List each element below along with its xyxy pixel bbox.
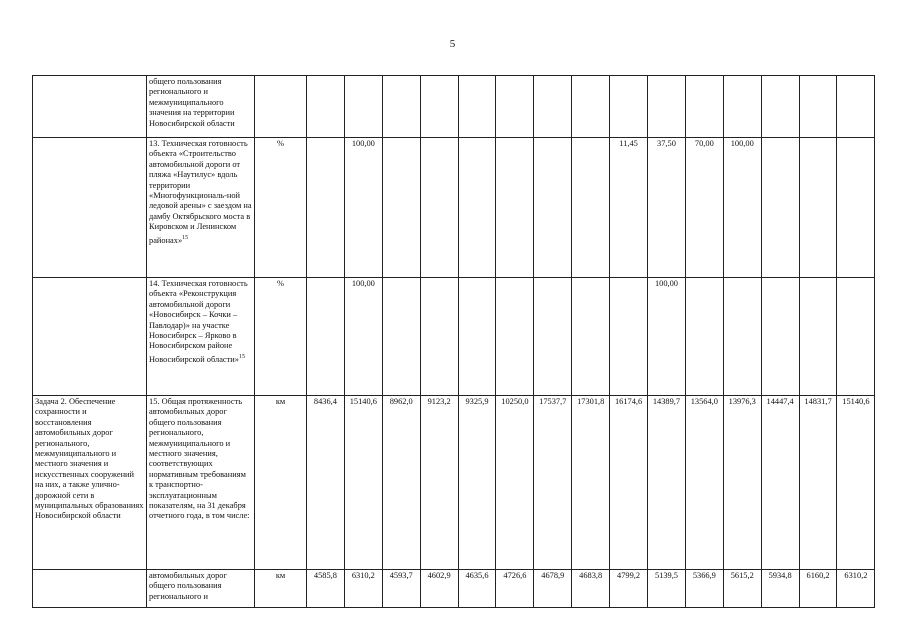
page-number: 5 <box>449 38 456 50</box>
value-cell: 4602,9 <box>420 570 458 608</box>
task-cell <box>33 138 147 278</box>
value-cell <box>458 138 496 278</box>
value-cell <box>610 76 648 138</box>
value-cell <box>458 76 496 138</box>
value-cell <box>572 76 610 138</box>
value-cell <box>761 278 799 396</box>
value-cell: 6310,2 <box>837 570 875 608</box>
indicators-table <box>32 75 875 608</box>
value-cell: 17537,7 <box>534 396 572 570</box>
value-cell <box>307 138 345 278</box>
value-cell: 15140,6 <box>837 396 875 570</box>
value-cell <box>420 278 458 396</box>
indicator-cell <box>147 570 255 608</box>
value-cell <box>382 138 420 278</box>
table-row <box>33 278 875 396</box>
value-cell <box>761 138 799 278</box>
value-cell: 4585,8 <box>307 570 345 608</box>
value-cell: 100,00 <box>648 278 686 396</box>
table-row <box>33 76 875 138</box>
value-cell: 100,00 <box>344 138 382 278</box>
value-cell: 14447,4 <box>761 396 799 570</box>
value-cell: 17301,8 <box>572 396 610 570</box>
value-cell <box>496 76 534 138</box>
value-cell <box>307 278 345 396</box>
indicator-text: общего пользования регионального и межмуниципального значения на территории Новосибирской области <box>149 77 235 128</box>
value-cell: 100,00 <box>723 138 761 278</box>
value-cell: 10250,0 <box>496 396 534 570</box>
task-cell: Задача 2. Обеспечение сохранности и восстановления автомобильных дорог регионального, межмуниципального и местного значения и искусственных сооружений на них, а также улично-дорожной сети в муниципальных образованиях Новосибирской области <box>33 396 147 570</box>
value-cell <box>648 76 686 138</box>
value-cell: 70,00 <box>685 138 723 278</box>
value-cell: 6310,2 <box>344 570 382 608</box>
value-cell: 4593,7 <box>382 570 420 608</box>
value-cell <box>382 76 420 138</box>
unit-cell: км <box>255 570 307 608</box>
value-cell <box>837 76 875 138</box>
value-cell <box>496 138 534 278</box>
task-cell <box>33 76 147 138</box>
value-cell: 4726,6 <box>496 570 534 608</box>
value-cell: 14389,7 <box>648 396 686 570</box>
indicator-cell <box>147 396 255 570</box>
value-cell: 14831,7 <box>799 396 837 570</box>
value-cell: 37,50 <box>648 138 686 278</box>
indicator-cell <box>147 278 255 396</box>
value-cell: 13564,0 <box>685 396 723 570</box>
value-cell: 15140,6 <box>344 396 382 570</box>
value-cell: 16174,6 <box>610 396 648 570</box>
value-cell: 8962,0 <box>382 396 420 570</box>
value-cell <box>534 138 572 278</box>
value-cell: 11,45 <box>610 138 648 278</box>
table-row <box>33 396 875 570</box>
value-cell <box>837 278 875 396</box>
task-cell <box>33 278 147 396</box>
indicator-cell <box>147 76 255 138</box>
value-cell <box>723 76 761 138</box>
value-cell: 4678,9 <box>534 570 572 608</box>
value-cell <box>685 76 723 138</box>
value-cell <box>837 138 875 278</box>
value-cell: 100,00 <box>344 278 382 396</box>
value-cell: 6160,2 <box>799 570 837 608</box>
value-cell: 5366,9 <box>685 570 723 608</box>
value-cell <box>799 278 837 396</box>
indicator-text: 14. Техническая готовность объекта «Реконструкция автомобильной дороги «Новосибирск – Кочки – Павлодар)» на участке Новосибирск – Ярково в Новосибирском районе Новосибирской области» <box>149 279 248 364</box>
value-cell <box>572 278 610 396</box>
value-cell <box>799 76 837 138</box>
table-row <box>33 138 875 278</box>
value-cell <box>761 76 799 138</box>
value-cell <box>610 278 648 396</box>
value-cell: 13976,3 <box>723 396 761 570</box>
value-cell <box>496 278 534 396</box>
table-row <box>33 570 875 608</box>
value-cell <box>458 278 496 396</box>
value-cell: 5139,5 <box>648 570 686 608</box>
value-cell <box>572 138 610 278</box>
unit-cell: % <box>255 278 307 396</box>
value-cell: 9325,9 <box>458 396 496 570</box>
indicator-text: 13. Техническая готовность объекта «Строительство автомобильной дороги от пляжа «Наутилус» вдоль территории «Многофункциональ-ной ледовой арены» с заездом на дамбу Октябрьского моста в Кировском и Ленинском районах» <box>149 139 252 245</box>
value-cell <box>723 278 761 396</box>
value-cell <box>307 76 345 138</box>
value-cell <box>420 138 458 278</box>
unit-cell <box>255 76 307 138</box>
value-cell: 9123,2 <box>420 396 458 570</box>
indicator-text: 15. Общая протяженность автомобильных дорог общего пользования регионального, межмуниципального и местного значения, соответствующих нормативным требованиям к транспортно-эксплуатационным показателям, на 31 декабря отчетного года, в том числе: <box>149 397 250 521</box>
value-cell <box>344 76 382 138</box>
value-cell: 4799,2 <box>610 570 648 608</box>
unit-cell: % <box>255 138 307 278</box>
value-cell: 4635,6 <box>458 570 496 608</box>
indicator-text: автомобильных дорог общего пользования регионального и <box>149 571 227 601</box>
unit-cell: км <box>255 396 307 570</box>
value-cell: 8436,4 <box>307 396 345 570</box>
footnote-ref: 15 <box>182 234 189 241</box>
value-cell: 5934,8 <box>761 570 799 608</box>
task-cell <box>33 570 147 608</box>
value-cell <box>799 138 837 278</box>
footnote-ref: 15 <box>238 353 245 360</box>
value-cell <box>685 278 723 396</box>
value-cell <box>534 278 572 396</box>
value-cell <box>382 278 420 396</box>
value-cell: 5615,2 <box>723 570 761 608</box>
value-cell <box>420 76 458 138</box>
value-cell <box>534 76 572 138</box>
value-cell: 4683,8 <box>572 570 610 608</box>
indicator-cell <box>147 138 255 278</box>
